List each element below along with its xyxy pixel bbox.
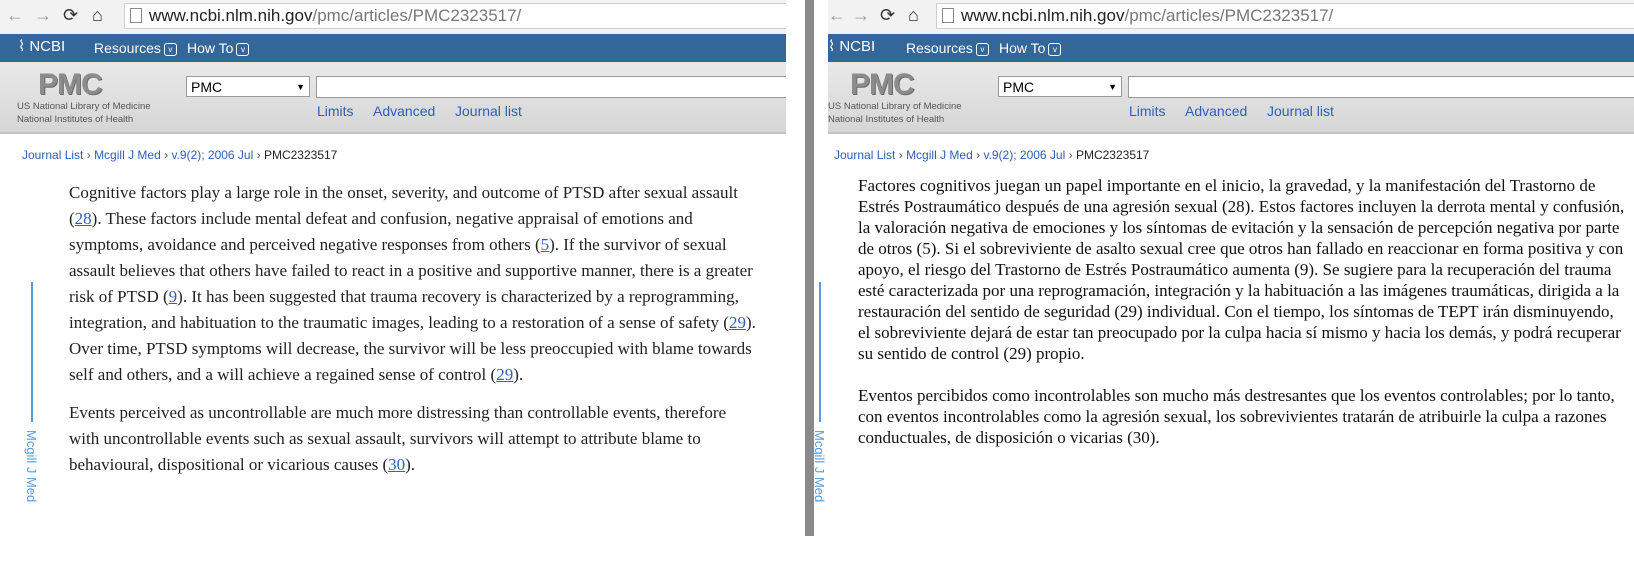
limits-link[interactable]: Limits bbox=[317, 103, 354, 119]
citation-link[interactable]: 29 bbox=[496, 365, 514, 384]
limits-link[interactable]: Limits bbox=[1129, 103, 1166, 119]
right-browser-window bbox=[812, 0, 1634, 536]
search-input[interactable] bbox=[1128, 76, 1634, 98]
journal-sidebar-label[interactable]: Mcgill J Med bbox=[24, 430, 39, 503]
database-select[interactable]: PMC ▼ bbox=[186, 76, 310, 97]
howto-menu[interactable]: How To v bbox=[187, 38, 249, 58]
forward-arrow-icon[interactable]: → bbox=[852, 5, 870, 25]
chevron-down-icon: v bbox=[164, 43, 177, 56]
nlm-caption: US National Library of Medicine National Institutes of Health bbox=[828, 101, 962, 125]
journal-sidebar-label[interactable]: Mcgill J Med bbox=[812, 430, 827, 503]
ncbi-navbar bbox=[828, 34, 1634, 62]
browser-toolbar bbox=[828, 0, 1634, 34]
resources-menu[interactable]: Resources v bbox=[906, 38, 989, 58]
breadcrumb-current: PMC2323517 bbox=[263, 148, 338, 162]
pmc-logo[interactable]: PMC bbox=[38, 68, 102, 101]
url-text: www.ncbi.nlm.nih.gov/pmc/articles/PMC2323517/ bbox=[149, 6, 522, 25]
sidebar-accent-line bbox=[819, 282, 821, 422]
breadcrumb-journal-list[interactable]: Journal List bbox=[22, 148, 84, 162]
breadcrumb-journal-list[interactable]: Journal List bbox=[834, 148, 896, 162]
ncbi-logo[interactable]: ⌇ NCBI bbox=[18, 38, 66, 55]
dropdown-arrow-icon: ▼ bbox=[296, 82, 305, 92]
nlm-caption: US National Library of Medicine National Institutes of Health bbox=[17, 101, 151, 125]
pmc-header bbox=[828, 62, 1634, 134]
chevron-down-icon: v bbox=[976, 43, 989, 56]
breadcrumb-current: PMC2323517 bbox=[1075, 148, 1150, 162]
reload-icon[interactable]: ⟳ bbox=[63, 5, 79, 25]
citation-link[interactable]: 9 bbox=[168, 287, 178, 306]
citation-link[interactable]: 30 bbox=[388, 455, 406, 474]
resources-menu[interactable]: Resources v bbox=[94, 38, 177, 58]
ncbi-navbar bbox=[0, 34, 786, 62]
home-icon[interactable]: ⌂ bbox=[92, 5, 103, 25]
address-bar[interactable] bbox=[124, 3, 786, 29]
paragraph: Events perceived as uncontrollable are much more distressing than controllable events, therefore with uncontrollable events such as sexual assault, survivors will attempt to attribute blame to behavioural, dispositional or vicarious causes (30). bbox=[69, 403, 727, 474]
forward-arrow-icon[interactable]: → bbox=[34, 5, 52, 25]
ncbi-helix-icon: ⌇ bbox=[828, 38, 836, 55]
back-arrow-icon[interactable]: ← bbox=[6, 5, 24, 25]
pmc-logo[interactable]: PMC bbox=[850, 68, 914, 101]
breadcrumb: Journal List › Mcgill J Med › v.9(2); 2006 Jul › PMC2323517 bbox=[22, 148, 338, 162]
dropdown-arrow-icon: ▼ bbox=[1108, 82, 1117, 92]
article-body-english bbox=[69, 180, 759, 490]
database-select[interactable]: PMC ▼ bbox=[998, 76, 1122, 97]
chevron-down-icon: v bbox=[236, 43, 249, 56]
sidebar-accent-line bbox=[31, 282, 33, 422]
paragraph: Cognitive factors play a large role in the onset, severity, and outcome of PTSD after sexual assault (28). These factors include mental defeat and confusion, negative appraisal of emotions and symptoms, avoidance and perceived negative responses from others (5). If the survivor of sexual assault believes that others have failed to react in a positive and supportive manner, there is a greater risk of PTSD (9). It has been suggested that trauma recovery is characterized by a reprogramming, integration, and habituation to the traumatic images, leading to a restoration of a sense of safety (29). Over time, PTSD symptoms will decrease, the survivor will be less preoccupied with blame towards self and others, and a will achieve a regained sense of control (29). bbox=[69, 183, 756, 384]
breadcrumb-journal[interactable]: Mcgill J Med bbox=[94, 148, 161, 162]
ncbi-logo[interactable]: ⌇ NCBI bbox=[828, 38, 876, 55]
howto-menu[interactable]: How To v bbox=[999, 38, 1061, 58]
journal-list-link[interactable]: Journal list bbox=[455, 103, 522, 119]
article-body-spanish bbox=[858, 175, 1628, 469]
breadcrumb: Journal List › Mcgill J Med › v.9(2); 2006 Jul › PMC2323517 bbox=[834, 148, 1150, 162]
breadcrumb-issue[interactable]: v.9(2); 2006 Jul bbox=[983, 148, 1066, 162]
left-browser-window bbox=[0, 0, 786, 536]
chevron-down-icon: v bbox=[1048, 43, 1061, 56]
home-icon[interactable]: ⌂ bbox=[908, 5, 919, 25]
browser-toolbar bbox=[0, 0, 786, 34]
citation-link[interactable]: 29 bbox=[728, 313, 746, 332]
page-icon bbox=[130, 8, 142, 23]
citation-link[interactable]: 5 bbox=[540, 235, 550, 254]
url-text: www.ncbi.nlm.nih.gov/pmc/articles/PMC2323517/ bbox=[961, 6, 1334, 25]
page-icon bbox=[942, 8, 954, 23]
pmc-header bbox=[0, 62, 786, 134]
breadcrumb-issue[interactable]: v.9(2); 2006 Jul bbox=[171, 148, 254, 162]
paragraph: Eventos percibidos como incontrolables son mucho más destresantes que los eventos controlables; por lo tanto, con eventos incontrolables como la agresión sexual, los sobrevivientes tratarán de atribuirle la culpa a razones conductuales, de disposición o vicarias (30). bbox=[858, 386, 1615, 447]
address-bar[interactable] bbox=[936, 3, 1634, 29]
citation-link[interactable]: 28 bbox=[74, 209, 92, 228]
advanced-link[interactable]: Advanced bbox=[1185, 103, 1248, 119]
breadcrumb-journal[interactable]: Mcgill J Med bbox=[906, 148, 973, 162]
advanced-link[interactable]: Advanced bbox=[373, 103, 436, 119]
reload-icon[interactable]: ⟳ bbox=[880, 5, 896, 25]
search-input[interactable] bbox=[316, 76, 786, 98]
paragraph: Factores cognitivos juegan un papel importante en el inicio, la gravedad, y la manifestación del Trastorno de Estrés Postraumático después de una agresión sexual (28). Estos factores incluyen la derrota mental y confusión, la valoración negativa de emociones y los síntomas de evitación y la sensación de percepción negativa por parte de otros (5). Si el sobreviviente de asalto sexual cree que otros han fallado en reaccionar en forma positiva y con apoyo, el riesgo del Trastorno de Estrés Postraumático aumenta (9). Se sugiere para la recuperación del trauma esté caracterizada por una reprogramación, integración y la habituación a las imágenes traumáticas, dirigida a la restauración del sentido de seguridad (29) individual. Con el tiempo, los síntomas de TEPT irán disminuyendo, el sobreviviente dejará de estar tan preocupado por la culpa hacia sí mismo y hacia los demás, y podrá recuperar su sentido de control (29) propio. bbox=[858, 176, 1625, 363]
journal-list-link[interactable]: Journal list bbox=[1267, 103, 1334, 119]
ncbi-helix-icon: ⌇ bbox=[18, 38, 26, 55]
back-arrow-icon[interactable]: ← bbox=[828, 5, 846, 25]
